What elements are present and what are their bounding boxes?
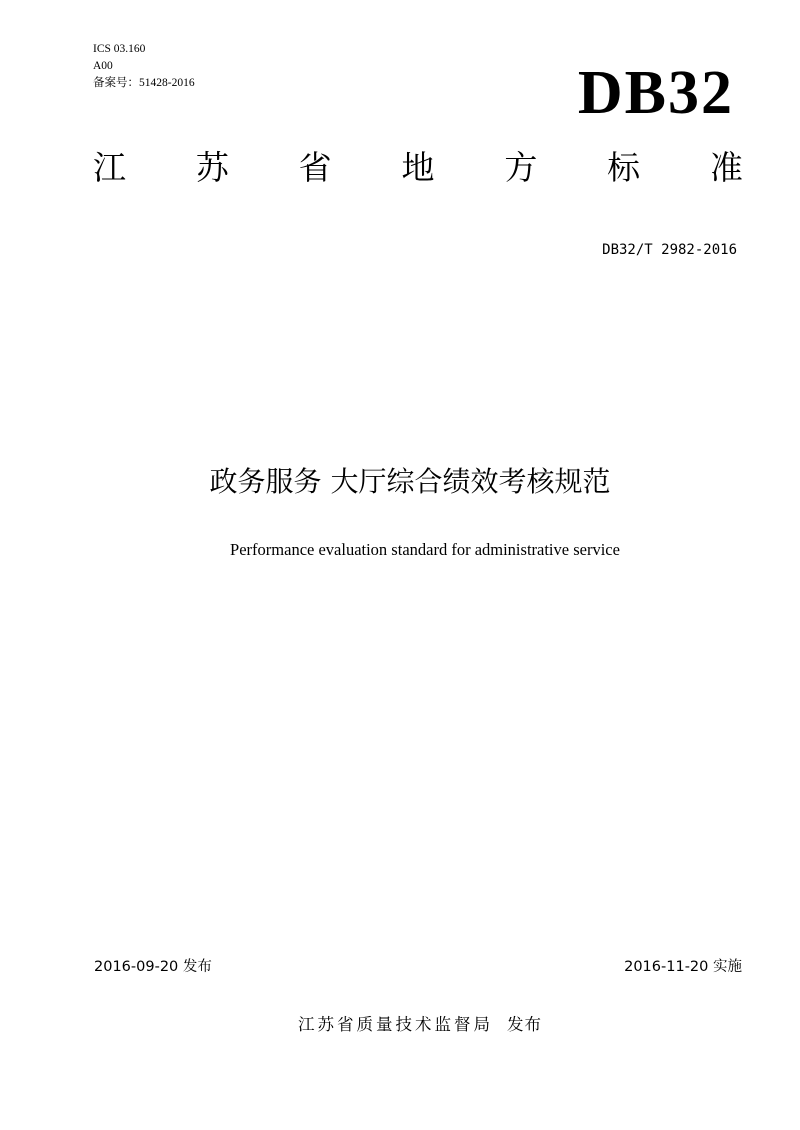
ics-code: ICS 03.160 [93, 43, 146, 55]
document-meta [93, 41, 195, 92]
category-code: A00 [93, 60, 113, 72]
standard-code: DB32/T 2982-2016 [602, 242, 737, 258]
document-title-zh: 政务服务 大厅综合绩效考核规范 [209, 465, 611, 498]
standard-type-char: 标 [607, 148, 641, 187]
standard-type-char: 苏 [195, 148, 229, 187]
publish-date: 2016-09-20 发布 [94, 959, 212, 975]
standard-type-char: 省 [298, 148, 332, 187]
standard-type-char: 准 [709, 148, 743, 187]
implement-date: 2016-11-20 实施 [624, 959, 742, 975]
issuer-action: 发布 [507, 1015, 542, 1034]
document-title-en: Performance evaluation standard for administrative service [230, 540, 620, 559]
standard-type-char: 江 [93, 148, 126, 187]
record-number: 备案号：51428-2016 [93, 77, 195, 89]
standard-type-char: 地 [401, 148, 435, 187]
issuer-line [0, 1013, 800, 1037]
standard-type-char: 方 [504, 148, 538, 187]
db32-logo: DB32 [577, 59, 734, 127]
issuer-org: 江苏省质量技术监督局 [298, 1015, 493, 1034]
standard-type-title [93, 148, 743, 188]
